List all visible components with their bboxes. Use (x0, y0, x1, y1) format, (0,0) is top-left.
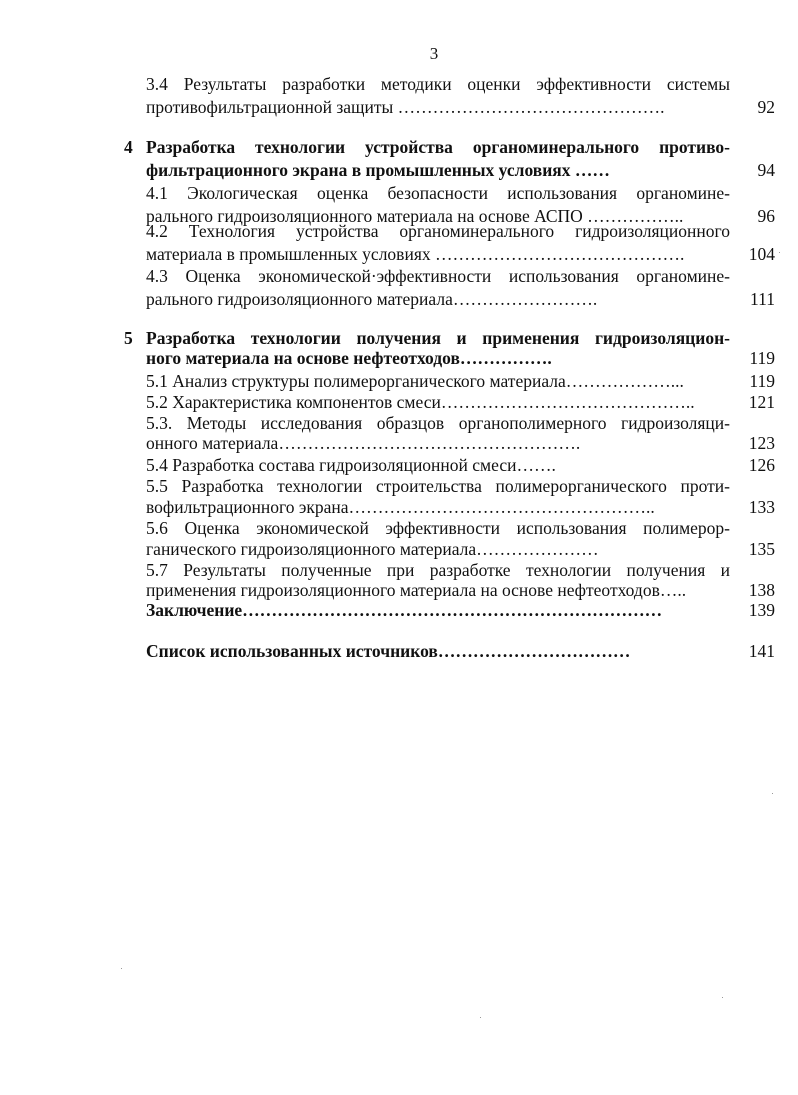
toc-entry-5-7-line2: применения гидроизоляционного материала на основе нефтеотходов….. (146, 580, 687, 600)
toc-entry-5-2-page: 121 (748, 392, 775, 412)
toc-entry-4-3-line2: рального гидроизоляционного материала……………………. (146, 289, 598, 309)
chapter-5-line1: Разработка технологии получения и применения гидроизоляцион- (146, 328, 730, 348)
scan-speck (779, 252, 780, 253)
toc-entry-4-2-line1: 4.2 Технология устройства органоминерального гидроизоляционного (146, 221, 730, 241)
toc-entry-4-3-line1: 4.3 Оценка экономической·эффективности использования органомине- (146, 266, 730, 286)
chapter-4-number: 4 (124, 137, 133, 157)
toc-entry-4-2-page: 104 (748, 244, 775, 264)
chapter-4-line1: Разработка технологии устройства органоминерального противо- (146, 137, 730, 157)
scan-speck (121, 968, 122, 969)
toc-entry-5-3-line1: 5.3. Методы исследования образцов органополимерного гидроизоляци- (146, 413, 730, 433)
toc-entry-5-5-line1: 5.5 Разработка технологии строительства полимерорганического проти- (146, 476, 730, 496)
toc-entry-4-1-line2: рального гидроизоляционного материала на основе АСПО …………….. (146, 206, 684, 226)
toc-entry-3-4-line2: противофильтрационной защиты ………………………………………. (146, 97, 665, 117)
toc-entry-5-4: 5.4 Разработка состава гидроизоляционной смеси……. (146, 455, 556, 475)
toc-entry-4-2-line2: материала в промышленных условиях ……………………………………. (146, 244, 685, 264)
toc-entry-5-7-line1: 5.7 Результаты полученные при разработке технологии получения и (146, 560, 730, 580)
toc-entry-5-1: 5.1 Анализ структуры полимерорганического материала………………... (146, 371, 684, 391)
page-number: 3 (429, 44, 439, 63)
toc-entry-4-3-page: 111 (750, 289, 775, 309)
toc-entry-5-6-line2: ганического гидроизоляционного материала………………… (146, 539, 599, 559)
scan-speck (480, 1017, 481, 1018)
toc-entry-5-2: 5.2 Характеристика компонентов смеси…………………………………….. (146, 392, 695, 412)
toc-entry-3-4-page: 92 (757, 97, 775, 117)
chapter-5-page: 119 (749, 348, 775, 368)
scan-speck (722, 997, 723, 998)
toc-entry-5-1-page: 119 (749, 371, 775, 391)
chapter-4-line2: фильтрационного экрана в промышленных условиях …… (146, 160, 610, 180)
scan-speck (772, 793, 773, 794)
toc-entry-4-1-page: 96 (757, 206, 775, 226)
toc-conclusion-page: 139 (748, 600, 775, 620)
toc-entry-5-5-line2: вофильтрационного экрана…………………………………………….. (146, 497, 655, 517)
toc-entry-4-1-line1: 4.1 Экологическая оценка безопасности использования органомине- (146, 183, 730, 203)
toc-references: Список использованных источников…………………………… (146, 641, 631, 661)
toc-entry-5-6-page: 135 (748, 539, 775, 559)
chapter-5-number: 5 (124, 328, 133, 348)
chapter-4-page: 94 (757, 160, 775, 180)
toc-entry-3-4-line1: 3.4 Результаты разработки методики оценки эффективности системы (146, 74, 730, 94)
toc-conclusion: Заключение……………………………………………………………… (146, 600, 663, 620)
toc-entry-5-7-page: 138 (748, 580, 775, 600)
toc-entry-5-4-page: 126 (748, 455, 775, 475)
toc-entry-5-5-page: 133 (748, 497, 775, 517)
chapter-5-line2: ного материала на основе нефтеотходов……………. (146, 348, 552, 368)
toc-entry-5-3-page: 123 (748, 433, 775, 453)
toc-references-page: 141 (748, 641, 775, 661)
toc-entry-5-3-line2: онного материала……………………………………………. (146, 433, 581, 453)
toc-entry-5-6-line1: 5.6 Оценка экономической эффективности использования полимерор- (146, 518, 730, 538)
